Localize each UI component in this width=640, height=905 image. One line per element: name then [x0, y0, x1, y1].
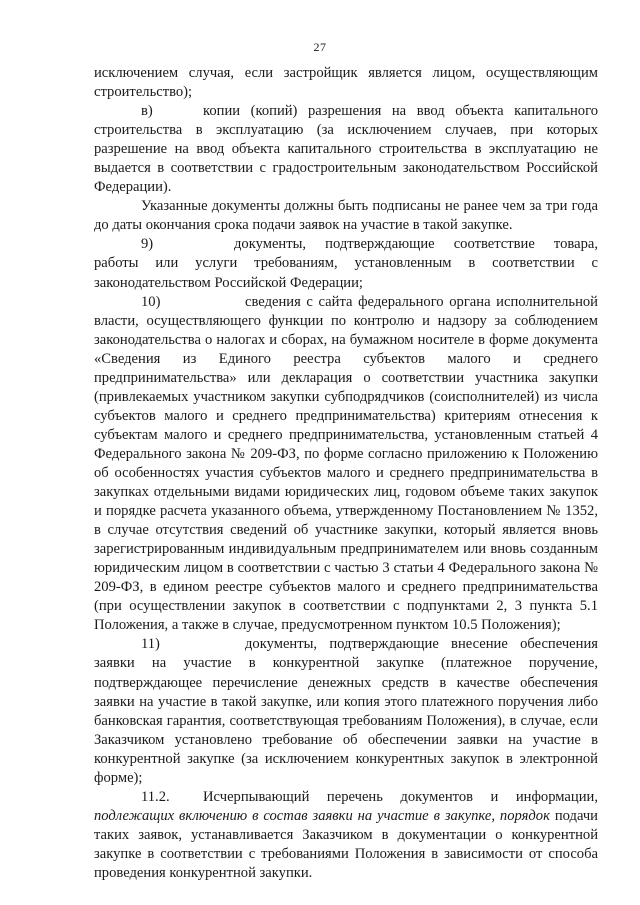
list-item-v	[94, 102, 598, 197]
document-body	[94, 64, 598, 883]
section-text-lead: Исчерпывающий перечень документов и информации,	[203, 788, 598, 805]
list-item-number: 9)	[141, 236, 154, 253]
paragraph-text: Указанные документы должны быть подписаны не ранее чем за три года до даты окончания срока подачи заявок на участие в такой закупке.	[94, 198, 598, 234]
list-item-number: 10)	[141, 293, 161, 310]
list-item-number: 11)	[141, 636, 160, 653]
paragraph-note	[94, 197, 598, 235]
list-item-text: сведения с сайта федерального органа исполнительной власти, осуществляющего функции по контролю и надзору за соблюдением законодательства о налогах и сборах, на бумажном носителе в форме документа «Сведения из Единого реестра субъектов малого и среднего предпринимательства» или декларация о соответствии участника закупки (привлекаемых участником закупки субподрядчиков (соисполнителей) из числа субъектов малого и среднего предпринимательства) критериям отнесения к субъектам малого и среднего предпринимательства, установленным статьей 4 Федерального закона № 209-ФЗ, по форме согласно приложению к Положению об особенностях участия субъектов малого и среднего предпринимательства в закупках отдельными видами юридических лиц, годовом объеме таких закупок и порядке расчета указанного объема, утвержденному Постановлением № 1352, в случае отсутствия сведений об участнике закупки, который является вновь зарегистрированным индивидуальным предпринимателем или вновь созданным юридическим лицом в соответствии с частью 3 статьи 4 Федерального закона № 209-ФЗ, в едином реестре субъектов малого и среднего предпринимательства (при осуществлении закупок в соответствии с подпунктами 2, 3 пункта 5.1 Положения, а также в случае, предусмотренном пунктом 10.5 Положения);	[94, 293, 598, 634]
list-item-11	[94, 635, 598, 787]
section-11-2	[94, 788, 598, 883]
list-item-number: в)	[141, 103, 153, 120]
page-number: 27	[313, 40, 327, 54]
section-number: 11.2.	[141, 788, 170, 805]
list-item-text: копии (копий) разрешения на ввод объекта капитального строительства в эксплуатацию (за исключением случаев, при которых разрешение на ввод объекта капитального строительства в эксплуатацию не выдается в соответствии с градостроительным законодательством Российской Федерации).	[94, 103, 598, 196]
list-item-10	[94, 293, 598, 636]
paragraph-text: исключением случая, если застройщик является лицом, осуществляющим строительство);	[94, 65, 598, 101]
list-item-9	[94, 235, 598, 292]
list-item-text: документы, подтверждающие внесение обеспечения заявки на участие в конкурентной закупке (платежное поручение, подтверждающее перечисление денежных средств в качестве обеспечения заявки на участие в такой закупке, или копия этого платежного поручения либо банковская гарантия, соответствующая требованиям Положения), в случае, если Заказчиком установлено требование об обеспечении заявки на участие в конкурентной закупке (за исключением конкурентных закупок в электронной форме);	[94, 636, 598, 786]
section-text-italic: подлежащих включению в состав заявки на участие в закупке, порядок	[94, 807, 550, 824]
section-text-tail: подачи таких заявок, устанавливается Заказчиком в документации о конкурентной закупке в соответствии с требованиями Положения в зависимости от способа проведения конкурентной закупки.	[94, 807, 598, 881]
paragraph-continuation	[94, 64, 598, 102]
list-item-text: документы, подтверждающие соответствие товара, работы или услуги требованиям, установленным в соответствии с законодательством Российской Федерации;	[94, 236, 598, 291]
